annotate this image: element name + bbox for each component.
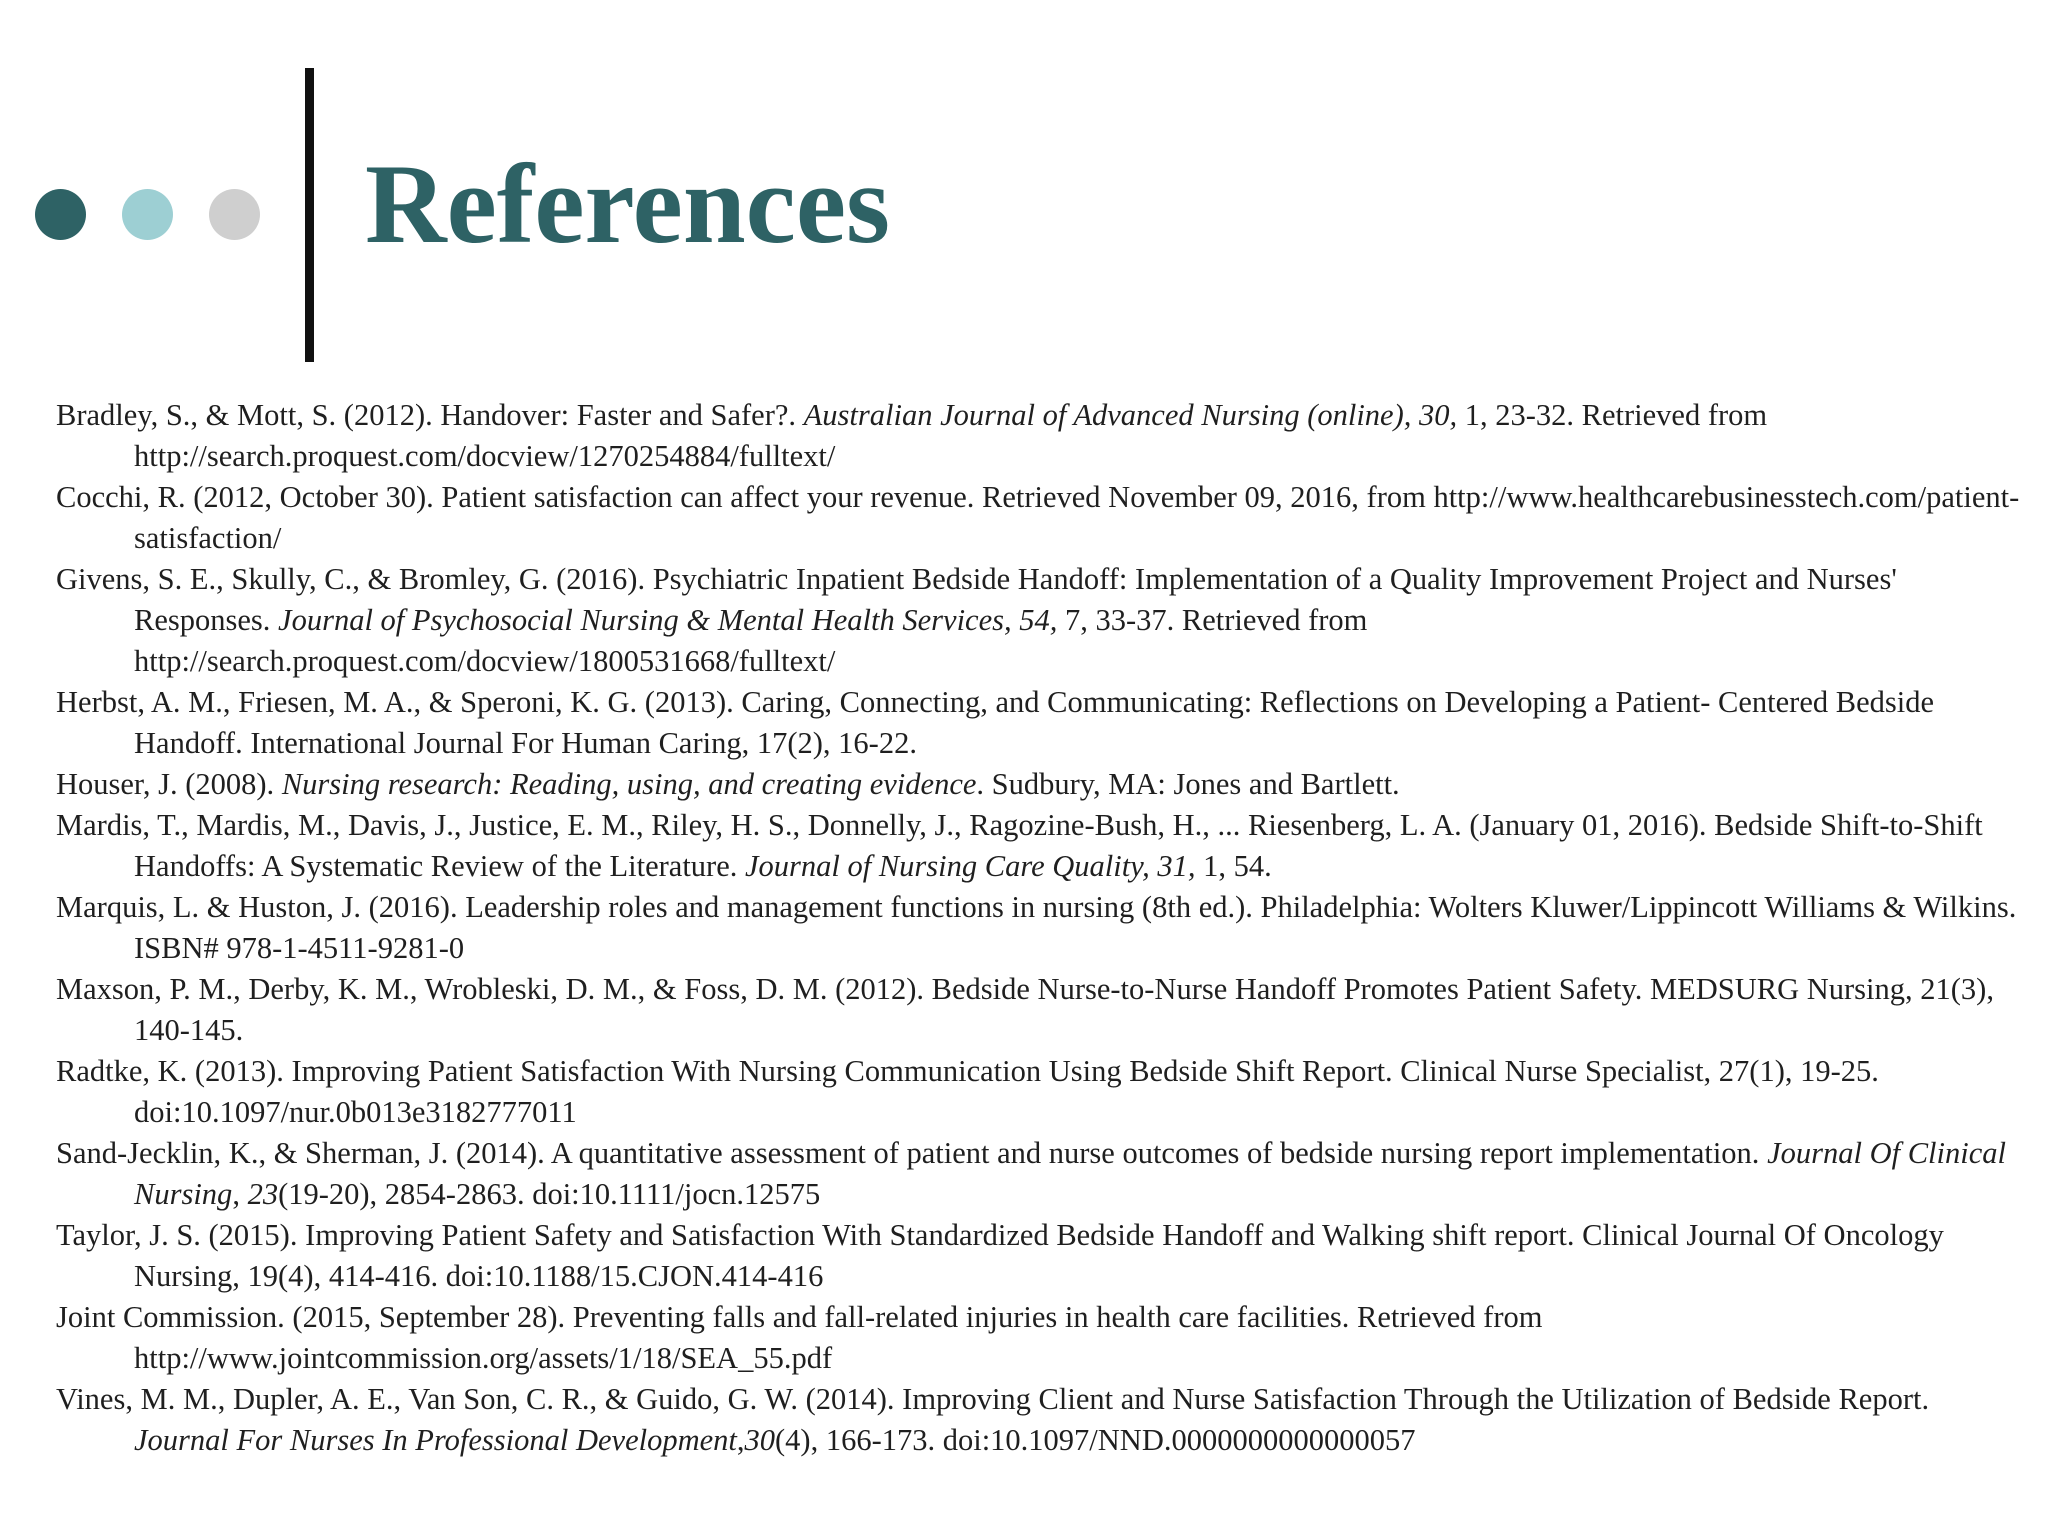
reference-text: Sand-Jecklin, K., & Sherman, J. (2014). A quantitative assessment of patient and nurse outcomes of bedside nursing report implementation. xyxy=(56,1136,1768,1170)
reference-text: Givens, S. E., Skully, C., & Bromley, G. (2016). Psychiatric Inpatient Bedside Handoff: Implementation of a Quality Improvement Project and Nurses' Responses. xyxy=(56,562,1897,637)
reference-text: Taylor, J. S. (2015). Improving Patient Safety and Satisfaction With Standardized Bedside Handoff and Walking shift report. Clinical Journal Of Oncology Nursing, 19(4), 414-416. doi:10.1188/15.CJON.414-416 xyxy=(56,1218,1944,1293)
reference-entry xyxy=(56,1051,2026,1133)
reference-text: (19-20), 2854-2863. doi:10.1111/jocn.12575 xyxy=(278,1177,821,1211)
reference-text: Cocchi, R. (2012, October 30). Patient satisfaction can affect your revenue. Retrieved November 09, 2016, from http://www.healthcarebusinesstech.com/patient-satisfaction/ xyxy=(56,480,2020,555)
reference-entry xyxy=(56,805,2026,887)
reference-text: Joint Commission. (2015, September 28). Preventing falls and fall-related injuries in health care facilities. Retrieved from http://www.jointcommission.org/assets/1/18/SEA_55.pdf xyxy=(56,1300,1543,1375)
title-divider xyxy=(305,68,314,362)
reference-text: Houser, J. (2008). xyxy=(56,767,282,801)
reference-entry xyxy=(56,969,2026,1051)
reference-entry xyxy=(56,1215,2026,1297)
reference-entry xyxy=(56,559,2026,682)
reference-italic-text: 23 xyxy=(247,1177,279,1211)
reference-italic-text: 30 xyxy=(744,1423,775,1457)
reference-italic-text: Australian Journal of Advanced Nursing (online), 30, xyxy=(803,398,1458,432)
reference-text: Mardis, T., Mardis, M., Davis, J., Justice, E. M., Riley, H. S., Donnelly, J., Ragozine-Bush, H., ... Riesenberg, L. A. (January 01, 2016). Bedside Shift-to-Shift Handoffs: A Systematic Review of the Literature. xyxy=(56,808,1983,883)
reference-text: 1, 54. xyxy=(1195,849,1272,883)
page-title: References xyxy=(365,142,890,267)
reference-text: Marquis, L. & Huston, J. (2016). Leadership roles and management functions in nursing (8th ed.). Philadelphia: Wolters Kluwer/Lippincott Williams & Wilkins. ISBN# 978-1-4511-9281-0 xyxy=(56,890,2017,965)
reference-text: , xyxy=(232,1177,248,1211)
reference-text: 7, 33-37. Retrieved from http://search.proquest.com/docview/1800531668/fulltext/ xyxy=(134,603,1368,678)
reference-text: Vines, M. M., Dupler, A. E., Van Son, C. R., & Guido, G. W. (2014). Improving Client and Nurse Satisfaction Through the Utilization of Bedside Report. xyxy=(56,1382,1930,1416)
reference-entry xyxy=(56,1379,2026,1461)
reference-italic-text: Journal Of Clinical Nursing xyxy=(134,1136,2006,1211)
reference-text: . Sudbury, MA: Jones and Bartlett. xyxy=(976,767,1400,801)
reference-entry xyxy=(56,887,2026,969)
decorative-dot-gray xyxy=(209,189,260,240)
reference-text: Herbst, A. M., Friesen, M. A., & Speroni, K. G. (2013). Caring, Connecting, and Communicating: Reflections on Developing a Patient- Centered Bedside Handoff. International Journal For Human Caring, 17(2), 16-22. xyxy=(56,685,1934,760)
decorative-dot-dark xyxy=(35,189,86,240)
decorative-dot-light xyxy=(122,189,173,240)
reference-italic-text: Nursing research: Reading, using, and creating evidence xyxy=(281,767,977,801)
reference-entry xyxy=(56,395,2026,477)
reference-italic-text: Journal of Nursing Care Quality, 31, xyxy=(744,849,1196,883)
reference-entry xyxy=(56,682,2026,764)
reference-entry xyxy=(56,1297,2026,1379)
reference-entry xyxy=(56,764,2026,805)
reference-text: 1, 23-32. Retrieved from http://search.proquest.com/docview/1270254884/fulltext/ xyxy=(134,398,1768,473)
reference-text: , xyxy=(736,1423,745,1457)
reference-text: Maxson, P. M., Derby, K. M., Wrobleski, D. M., & Foss, D. M. (2012). Bedside Nurse-to-Nurse Handoff Promotes Patient Safety. MEDSURG Nursing, 21(3), 140-145. xyxy=(56,972,1994,1047)
reference-entry xyxy=(56,477,2026,559)
reference-entry xyxy=(56,1133,2026,1215)
reference-text: Radtke, K. (2013). Improving Patient Satisfaction With Nursing Communication Using Bedside Shift Report. Clinical Nurse Specialist, 27(1), 19-25. doi:10.1097/nur.0b013e3182777011 xyxy=(56,1054,1879,1129)
reference-italic-text: Journal of Psychosocial Nursing & Mental Health Services, 54, xyxy=(278,603,1058,637)
reference-text: (4), 166-173. doi:10.1097/NND.0000000000000057 xyxy=(775,1423,1416,1457)
reference-text: Bradley, S., & Mott, S. (2012). Handover: Faster and Safer?. xyxy=(56,398,804,432)
reference-italic-text: Journal For Nurses In Professional Development xyxy=(134,1423,737,1457)
references-list xyxy=(56,395,2026,1461)
